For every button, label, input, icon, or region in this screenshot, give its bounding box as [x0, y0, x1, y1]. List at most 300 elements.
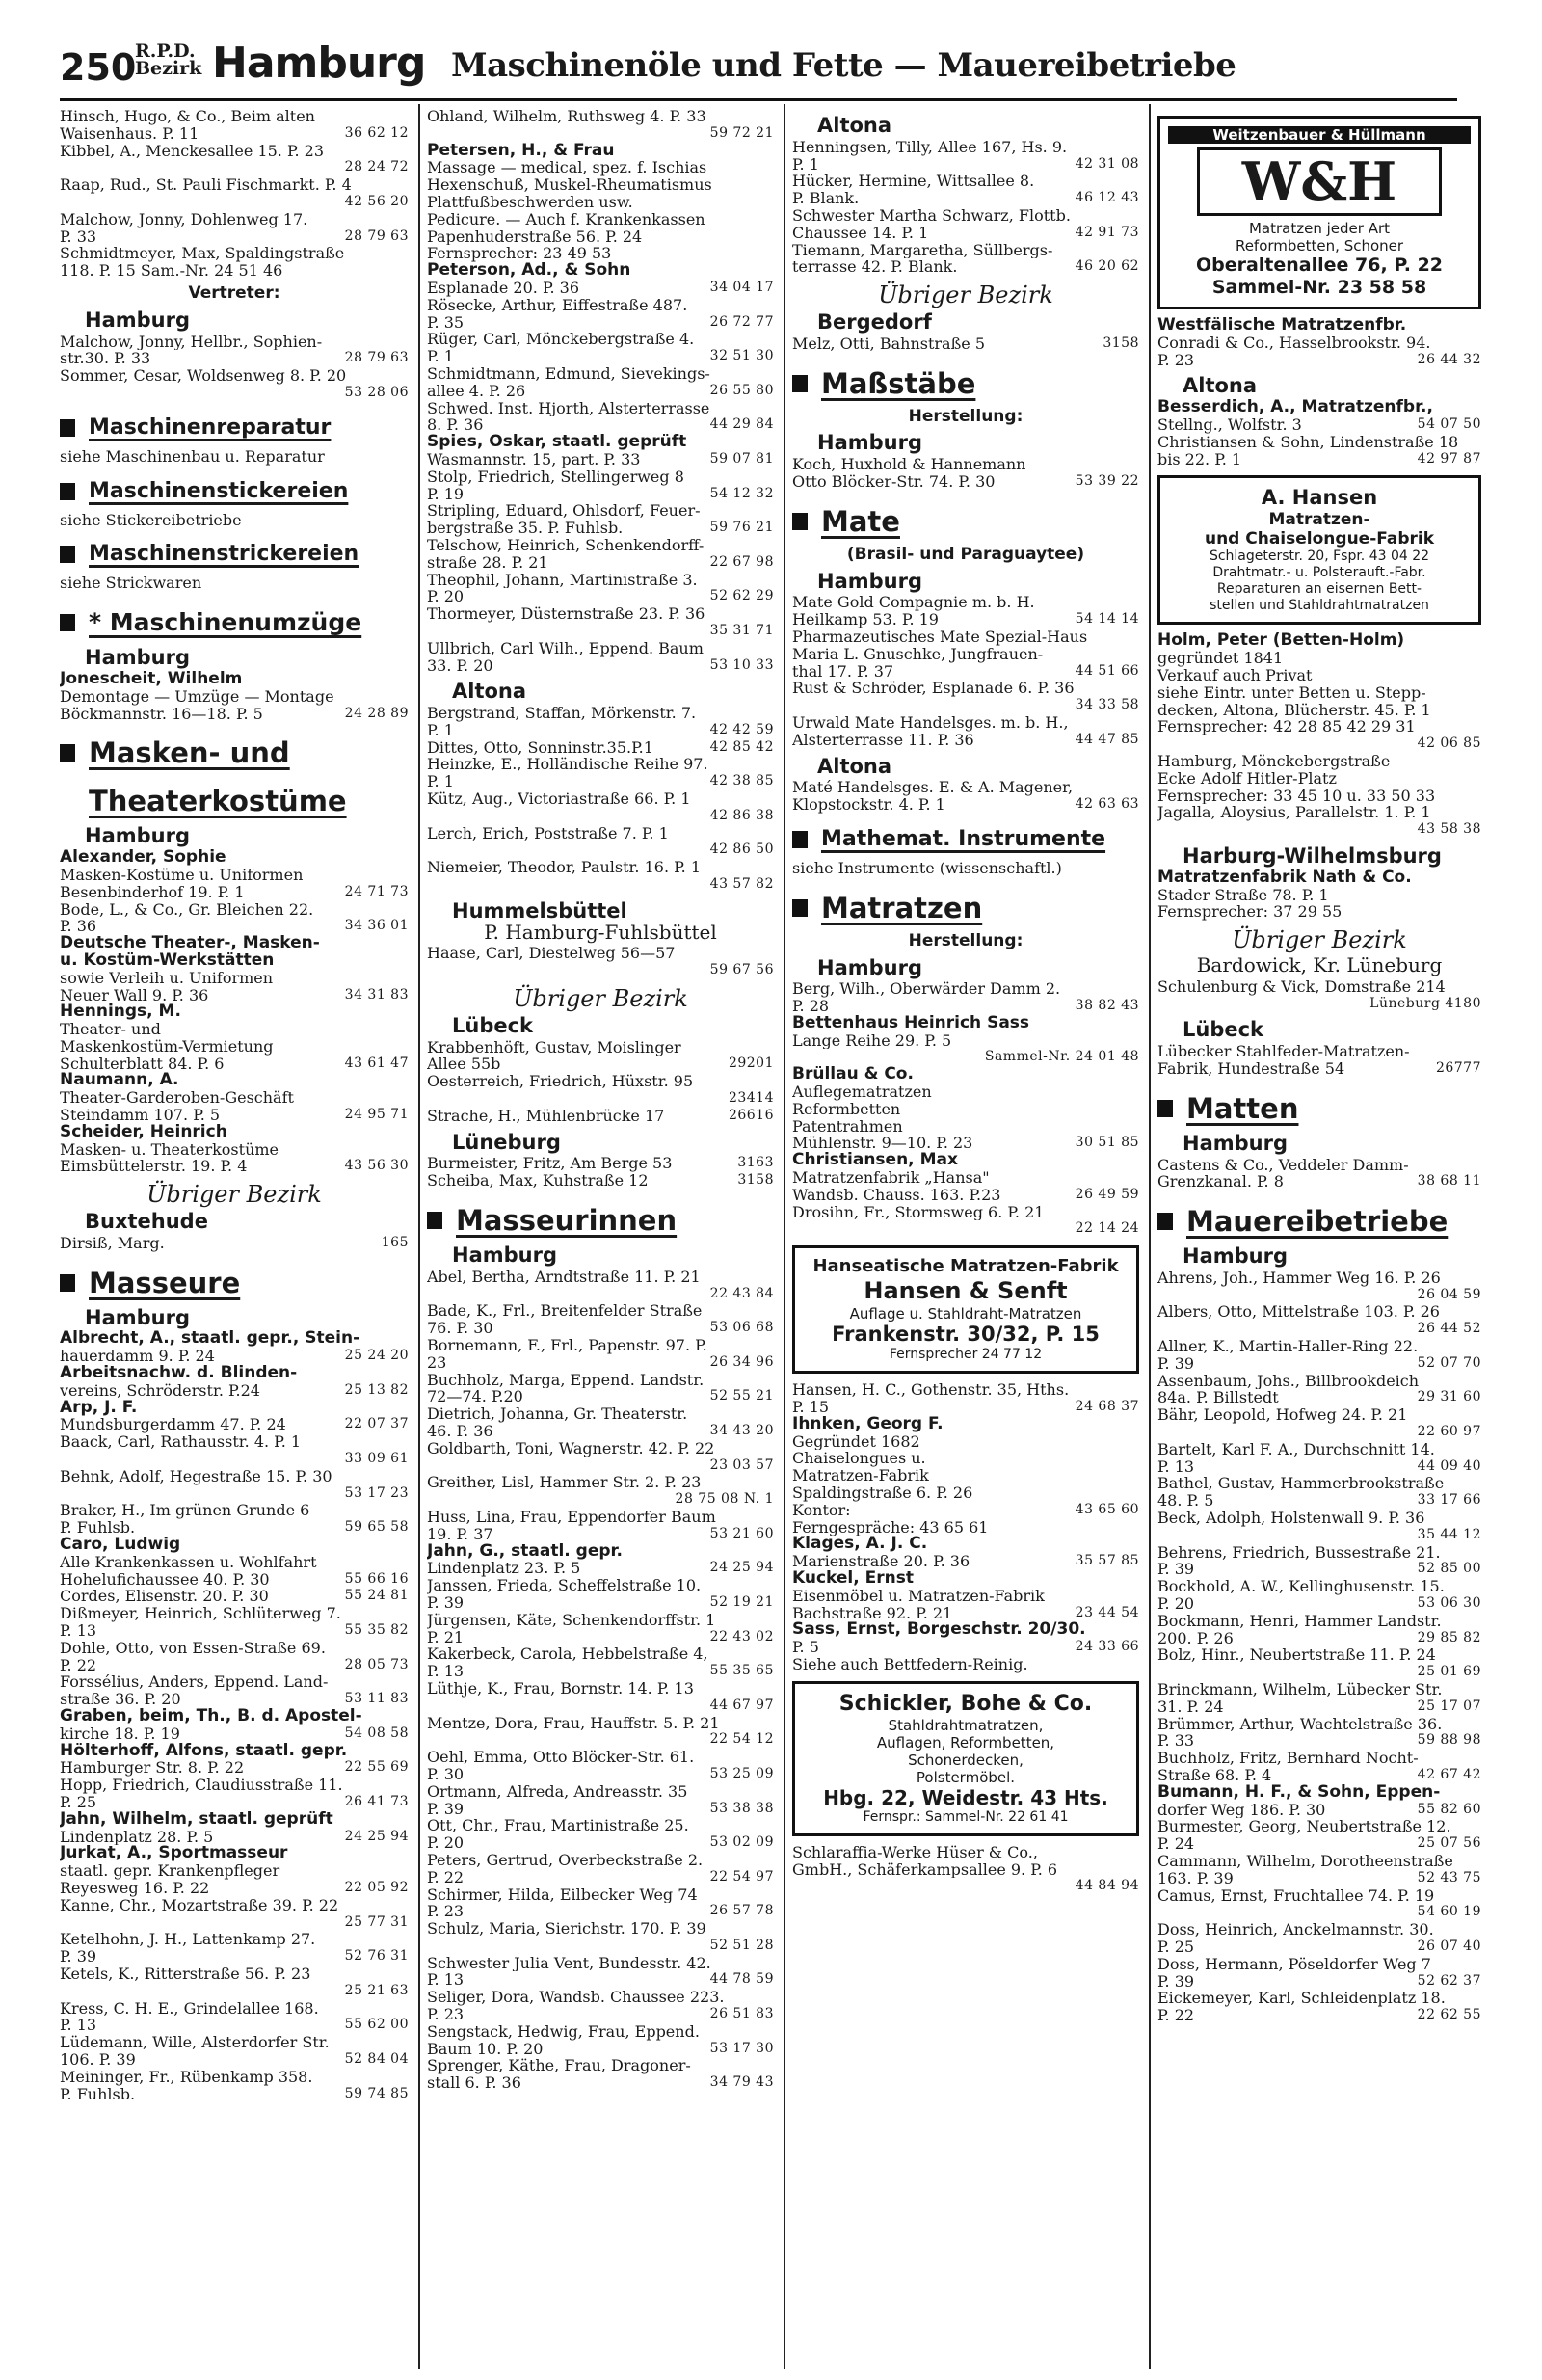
entry-text: Hexenschuß, Muskel-Rheumatismus [427, 176, 712, 194]
entry-line [792, 258, 1139, 276]
ad-line: Frankenstr. 30/32, P. 15 [832, 1323, 1100, 1347]
phone-number: 59 07 81 [709, 450, 774, 467]
entry-text: Conradi & Co., Hasselbrookstr. 94. [1157, 334, 1431, 352]
entry-text: Ortmann, Alfreda, Andreasstr. 35 [427, 1782, 688, 1801]
entry-text: P. 39 [1157, 1972, 1195, 1991]
entry-text: P. 39 [427, 1800, 465, 1818]
entry-text: P. 39 [427, 1593, 465, 1612]
section-heading [60, 605, 409, 640]
city-subheading: Altona [1183, 374, 1258, 398]
entry-line [1157, 770, 1481, 788]
entry-line [427, 1090, 774, 1108]
entry-name: Ihnken, Georg F. [792, 1415, 944, 1433]
entry-text: 8. P. 36 [427, 416, 484, 435]
entry-line [427, 1056, 774, 1073]
entry-text: str.30. P. 33 [60, 350, 151, 368]
phone-number: 52 07 70 [1417, 1354, 1481, 1371]
entry-text: Grenzkanal. P. 8 [1157, 1173, 1284, 1191]
entry-line [792, 1467, 1139, 1484]
entry-name: Jahn, Wilhelm, staatl. geprüft [60, 1810, 333, 1829]
entry-text: Castens & Co., Veddeler Damm- [1157, 1156, 1409, 1174]
entry-line [427, 623, 774, 640]
phone-number: 44 51 66 [1075, 662, 1139, 679]
phone-number: 43 65 60 [1075, 1501, 1139, 1517]
entry-text: decken, Altona, Blücherstr. 45. P. 1 [1157, 701, 1431, 719]
phone-number: 42 86 50 [709, 842, 774, 858]
entry-line [1157, 1853, 1481, 1870]
entry-line [427, 1320, 774, 1337]
entry-text: Schwester Julia Vent, Bundesstr. 42. [427, 1954, 711, 1972]
phone-number: 28 24 72 [344, 159, 409, 175]
entry-line [427, 1731, 774, 1749]
entry-text: P. 1 [792, 155, 819, 174]
entry-text: Raap, Rud., St. Pauli Fischmarkt. P. 4 [60, 176, 352, 194]
section-title: Maschinenreparatur [89, 414, 332, 440]
subheading: Vertreter: [188, 282, 280, 303]
phone-number: 3163 [737, 1155, 774, 1171]
entry-text: Assenbaum, Johs., Billbrookdeich [1157, 1372, 1420, 1390]
entry-name: Scheider, Heinrich [60, 1123, 227, 1141]
entry-line [60, 1622, 409, 1640]
entry-text: Bathel, Gustav, Hammerbrookstraße [1157, 1475, 1445, 1493]
phone-number: 52 51 28 [709, 1937, 774, 1953]
phone-number: 42 31 08 [1075, 155, 1139, 172]
entry-line [60, 1897, 409, 1914]
entry-text: Heinzke, E., Holländische Reihe 97. [427, 756, 708, 774]
entry-text: Buchholz, Marga, Eppend. Landstr. [427, 1371, 705, 1389]
entry-line [427, 2006, 774, 2023]
phone-number: 44 09 40 [1417, 1457, 1481, 1474]
entry-text: P. 20 [1157, 1595, 1195, 1613]
entry-line [1157, 735, 1481, 753]
entry-line [427, 1680, 774, 1698]
entry-line [1157, 1973, 1481, 1991]
ad-line: Reformbetten, Schoner [1235, 237, 1404, 254]
entry-line [792, 732, 1139, 749]
phone-number: 59 74 85 [344, 2085, 409, 2101]
entry-line [60, 1777, 409, 1794]
entry-line [427, 1834, 774, 1852]
entry-text: Eimsbüttelerstr. 19. P. 4 [60, 1158, 248, 1176]
entry-text: Tiemann, Margaretha, Süllbergs- [792, 241, 1053, 259]
phone-number: 26 34 96 [709, 1353, 774, 1370]
entry-line [427, 1457, 774, 1475]
entry-text: Stolp, Friedrich, Stellingerweg 8 [427, 468, 684, 486]
phone-number: 23 03 57 [709, 1457, 774, 1473]
entry-text: Stripling, Eduard, Ohlsdorf, Feuer- [427, 502, 701, 521]
entry-line [60, 1966, 409, 1983]
entry-text: Maskenkostüm-Vermietung [60, 1037, 274, 1056]
entry-line [792, 1656, 1139, 1673]
column-1 [60, 108, 409, 2373]
entry-line [427, 1903, 774, 1920]
entry-line [427, 1269, 774, 1286]
phone-number: 38 68 11 [1417, 1173, 1481, 1190]
entry-line [1157, 1338, 1481, 1355]
entry-text: Haase, Carl, Diestelweg 56—57 [427, 945, 676, 963]
column-3 [792, 108, 1139, 2373]
entry-text: Urwald Mate Handelsges. m. b. H., [792, 713, 1069, 732]
entry-text: Behrens, Friedrich, Bussestraße 21. [1157, 1543, 1441, 1562]
entry-text: Patentrahmen [792, 1117, 903, 1136]
entry-text: Straße 68. P. 4 [1157, 1767, 1272, 1784]
phone-number: 26 07 40 [1417, 1938, 1481, 1954]
entry-text: Brinckmann, Wilhelm, Lübecker Str. [1157, 1681, 1443, 1698]
phone-number: 53 06 68 [709, 1320, 774, 1336]
entry-line [427, 1423, 774, 1440]
phone-number: 42 06 85 [1417, 735, 1481, 752]
entry-line [1157, 702, 1481, 719]
section-title: Theaterkostüme [89, 785, 347, 818]
phone-number: 25 24 20 [344, 1348, 409, 1364]
entry-text: Fernsprecher: 42 28 85 42 29 31 [1157, 718, 1416, 736]
entry-text: Ecke Adolf Hitler-Platz [1157, 769, 1337, 788]
entry-text: Dittes, Otto, Sonninstr.35.P.1 [427, 738, 653, 757]
phone-number: 26 41 73 [344, 1793, 409, 1809]
entry-line [1157, 1389, 1481, 1406]
entry-text: Theophil, Johann, Martinistraße 3. [427, 571, 698, 589]
entry-text: Lübecker Stahlfeder-Matratzen- [1157, 1043, 1410, 1060]
entry-text: straße 36. P. 20 [60, 1691, 181, 1708]
entry-line [427, 125, 774, 143]
entry-line [792, 1101, 1139, 1118]
entry-text: Heilkamp 53. P. 19 [792, 611, 939, 628]
entry-text: Eickemeyer, Karl, Schleidenplatz 18. [1157, 1990, 1446, 2008]
phone-number: 46 20 62 [1075, 258, 1139, 275]
entry-line [792, 796, 1139, 814]
entry-line [1157, 804, 1481, 821]
ad-line: Auflage u. Stahldraht-Matratzen [849, 1305, 1082, 1324]
entry-text: Ferngespräche: 43 65 61 [792, 1518, 989, 1537]
phone-number: 22 05 92 [344, 1879, 409, 1895]
entry-text: Rust & Schröder, Esplanade 6. P. 36 [792, 680, 1075, 698]
entry-text: P. 15 [792, 1399, 830, 1416]
entry-line [792, 1553, 1139, 1570]
entry-text: siehe Stickereibetriebe [60, 511, 242, 529]
entry-line [1157, 1303, 1481, 1321]
entry-text: Huss, Lina, Frau, Eppendorfer Baum [427, 1508, 716, 1526]
entry-line [60, 2051, 409, 2069]
entry-name: Kuckel, Ernst [792, 1570, 914, 1588]
entry-line [1157, 1767, 1481, 1784]
entry-line [60, 143, 409, 160]
entry-text: kirche 18. P. 19 [60, 1725, 180, 1743]
entry-line [427, 1989, 774, 2006]
phone-number: Lüneburg 4180 [1369, 995, 1481, 1011]
entry-text: Hohelufichaussee 40. P. 30 [60, 1570, 270, 1589]
entry-line [792, 1878, 1139, 1895]
entry-name: Arbeitsnachw. d. Blinden- [60, 1365, 298, 1382]
phone-number: 35 57 85 [1075, 1553, 1139, 1569]
entry-line [60, 2086, 409, 2103]
entry-line [60, 2069, 409, 2086]
entry-text: stall 6. P. 36 [427, 2074, 521, 2093]
entry-text: Mühlenstr. 9—10. P. 23 [792, 1135, 973, 1153]
phone-number: 54 12 32 [709, 485, 774, 501]
city-subheading: Hamburg [452, 1243, 557, 1268]
section-title: Mate [821, 504, 900, 538]
entry-line [427, 1039, 774, 1056]
entry-text: Peters, Gertrud, Overbeckstraße 2. [427, 1851, 704, 1869]
entry-text: Theater-Garderoben-Geschäft [60, 1089, 294, 1108]
column-divider-3 [1149, 104, 1151, 2369]
entry-line [792, 1049, 1139, 1066]
entry-text: Maria L. Gnuschke, Jungfrauen- [792, 645, 1044, 663]
entry-line [792, 242, 1139, 259]
entry-text: 19. P. 37 [427, 1525, 493, 1543]
entry-text: Camus, Ernst, Fruchtallee 74. P. 19 [1157, 1886, 1435, 1905]
advertisement-schickler [792, 1681, 1139, 1836]
section-title: Maßstäbe [821, 366, 976, 400]
entry-line [427, 2041, 774, 2058]
phone-number: 55 35 65 [709, 1663, 774, 1679]
entry-text: Rösecke, Arthur, Eiffestraße 487. [427, 296, 688, 314]
phone-number: 53 17 23 [344, 1484, 409, 1501]
city-subheading: Hamburg [817, 431, 922, 455]
entry-line [792, 156, 1139, 174]
phone-number: 43 57 82 [709, 876, 774, 893]
entry-line [1157, 1424, 1481, 1441]
city-subheading: Lübeck [1183, 1018, 1264, 1042]
entry-text: Eisenmöbel u. Matratzen-Fabrik [792, 1587, 1045, 1605]
phone-number: 22 43 84 [709, 1285, 774, 1301]
entry-text: P. 13 [60, 2017, 97, 2035]
entry-line [1157, 1060, 1481, 1078]
ad-line: Fernsprecher 24 77 12 [889, 1347, 1043, 1363]
phone-number: 52 19 21 [709, 1593, 774, 1610]
entry-text: Maté Handelsges. E. & A. Magener, [792, 779, 1074, 797]
entry-line [427, 1645, 774, 1663]
entry-text: P. 33 [60, 227, 97, 246]
entry-line [792, 663, 1139, 681]
entry-text: P. 36 [60, 918, 97, 936]
entry-text: Schirmer, Hilda, Eilbecker Weg 74 [427, 1885, 698, 1904]
entry-line [792, 1381, 1139, 1399]
section-heading [1157, 1091, 1481, 1126]
ad-line: Polstermöbel. [916, 1768, 1016, 1786]
entry-text: Burmeister, Fritz, Am Berge 53 [427, 1155, 673, 1173]
entry-line [792, 1220, 1139, 1238]
entry-text: Matratzenfabrik „Hansa" [792, 1169, 990, 1187]
phone-number: 54 14 14 [1075, 611, 1139, 628]
section-title: Masken- und [89, 736, 290, 770]
phone-number: 24 25 94 [709, 1560, 774, 1576]
entry-text: Oehl, Emma, Otto Blöcker-Str. 61. [427, 1749, 695, 1766]
entry-text: Otto Blöcker-Str. 74. P. 30 [792, 472, 996, 491]
section-title: Matten [1186, 1091, 1299, 1125]
entry-line [792, 1450, 1139, 1467]
entry-text: Stader Straße 78. P. 1 [1157, 886, 1329, 904]
entry-line [792, 173, 1139, 190]
city-subheading: Lübeck [452, 1013, 534, 1037]
entry-name: Hennings, M. [60, 1003, 181, 1022]
entry-line [427, 451, 774, 468]
ad-line: Auflagen, Reformbetten, [876, 1733, 1055, 1752]
entry-text: Sprenger, Käthe, Frau, Dragoner- [427, 2057, 691, 2075]
entry-text: Christiansen & Sohn, Lindenstraße 18 [1157, 433, 1459, 451]
entry-text: P. 23 [1157, 351, 1195, 369]
entry-line [60, 1235, 409, 1252]
phone-number: 46 12 43 [1075, 190, 1139, 206]
entry-text: Ahrens, Joh., Hammer Weg 16. P. 26 [1157, 1269, 1441, 1287]
phone-number: 22 67 98 [709, 553, 774, 570]
entry-name: Alexander, Sophie [60, 849, 226, 867]
city-subheading: Altona [817, 754, 892, 778]
entry-text: straße 28. P. 21 [427, 553, 548, 572]
entry-line [60, 108, 409, 125]
entry-line [427, 520, 774, 537]
entry-text: Brümmer, Arthur, Wachtelstraße 36. [1157, 1715, 1443, 1733]
city-subheading: Hamburg [85, 824, 190, 848]
entry-line [427, 722, 774, 739]
entry-line [792, 1519, 1139, 1537]
entry-line [427, 108, 774, 125]
entry-name: Bettenhaus Heinrich Sass [792, 1014, 1030, 1032]
entry-line [792, 207, 1139, 225]
section-title: Mathemat. Instrumente [821, 826, 1106, 851]
entry-line [60, 1056, 409, 1073]
entry-line [1157, 821, 1481, 839]
entry-line [427, 245, 774, 262]
entry-line [1157, 978, 1481, 996]
section-heading [792, 891, 1139, 925]
entry-text: Verkauf auch Privat [1157, 666, 1313, 684]
entry-line [60, 706, 409, 723]
entry-line [60, 1588, 409, 1605]
entry-name: Brüllau & Co. [792, 1066, 914, 1084]
section-heading [792, 827, 1139, 852]
entry-line [427, 468, 774, 486]
entry-line [1157, 753, 1481, 770]
phone-number: 26777 [1435, 1059, 1481, 1076]
entry-line [60, 1021, 409, 1038]
entry-text: Krabbenhöft, Gustav, Moislinger [427, 1038, 681, 1056]
phone-number: 53 25 09 [709, 1765, 774, 1781]
phone-number: 28 05 73 [344, 1656, 409, 1672]
entry-line [60, 1382, 409, 1400]
entry-text: Lindenplatz 28. P. 5 [60, 1828, 214, 1846]
entry-line [792, 1502, 1139, 1519]
entry-line [60, 1038, 409, 1056]
entry-text: Henningsen, Tilly, Allee 167, Hs. 9. [792, 138, 1068, 156]
entry-text: Kanne, Chr., Mozartstraße 39. P. 22 [60, 1896, 339, 1914]
entry-name: Deutsche Theater-, Masken- [60, 935, 320, 952]
section-title: Matratzen [821, 891, 983, 924]
entry-text: Telschow, Heinrich, Schenkendorff- [427, 536, 705, 554]
entry-line [427, 640, 774, 657]
entry-text: siehe Maschinenbau u. Reparatur [60, 447, 325, 466]
ad-line: Reparaturen an eisernen Bett- [1216, 581, 1422, 598]
ad-line: Matratzen jeder Art [1248, 220, 1391, 237]
entry-line [60, 367, 409, 385]
entry-line [60, 1554, 409, 1571]
entry-text: Baack, Carl, Rathausstr. 4. P. 1 [60, 1433, 302, 1452]
phone-number: 29 85 82 [1417, 1629, 1481, 1645]
phone-number: 55 82 60 [1417, 1801, 1481, 1817]
advertisement-hansen_a [1157, 475, 1481, 625]
entry-line [1157, 1990, 1481, 2007]
phone-number: 34 43 20 [709, 1422, 774, 1438]
phone-number: 26 72 77 [709, 313, 774, 330]
entry-line [60, 1416, 409, 1433]
entry-text: P. 1 [427, 721, 454, 739]
entry-text: Cammann, Wilhelm, Dorotheenstraße [1157, 1852, 1453, 1870]
section-heading [60, 784, 409, 818]
phone-number: 53 39 22 [1075, 472, 1139, 489]
entry-text: Braker, H., Im grünen Grunde 6 [60, 1502, 310, 1520]
entry-line [1157, 1458, 1481, 1476]
entry-text: Schulz, Maria, Sierichstr. 170. P. 39 [427, 1920, 706, 1938]
phone-number: 34 33 58 [1075, 697, 1139, 713]
column-4 [1157, 108, 1481, 2373]
entry-text: Bockhold, A. W., Kellinghusenstr. 15. [1157, 1578, 1445, 1596]
entry-text: gegründet 1841 [1157, 650, 1284, 667]
bullet-square-icon [60, 483, 75, 500]
entry-text: Besenbinderhof 19. P. 1 [60, 883, 245, 901]
ad-line: Drahtmatr.- u. Polsterauft.-Fabr. [1212, 565, 1426, 581]
section-heading [1157, 1204, 1481, 1239]
phone-number: 24 95 71 [344, 1107, 409, 1123]
phone-number: 52 43 75 [1417, 1869, 1481, 1885]
entry-text: Schulenburg & Vick, Domstraße 214 [1157, 977, 1446, 996]
entry-line [427, 842, 774, 859]
entry-text: Rüger, Carl, Mönckebergstraße 4. [427, 331, 695, 349]
entry-name: Matratzenfabrik Nath & Co. [1157, 869, 1412, 887]
entry-text: Berg, Wilh., Oberwärder Damm 2. [792, 980, 1061, 999]
entry-line [1157, 1956, 1481, 1973]
entry-line [792, 473, 1139, 491]
phone-number: 22 14 24 [1075, 1220, 1139, 1237]
entry-text: P. Blank. [792, 190, 860, 207]
phone-number: 35 44 12 [1417, 1526, 1481, 1542]
entry-line [427, 502, 774, 520]
phone-number: 53 21 60 [709, 1525, 774, 1541]
phone-number: 54 08 58 [344, 1725, 409, 1741]
entry-text: dorfer Weg 186. P. 30 [1157, 1801, 1326, 1819]
entry-text: P. 5 [792, 1639, 819, 1656]
entry-line [60, 448, 409, 466]
entry-text: Gegründet 1682 [792, 1432, 920, 1451]
entry-line [792, 1135, 1139, 1152]
entry-line [427, 1971, 774, 1989]
entry-line [427, 537, 774, 554]
entry-line [427, 314, 774, 332]
entry-line [1157, 1732, 1481, 1750]
phone-number: 53 10 33 [709, 656, 774, 673]
phone-number: 53 11 83 [344, 1691, 409, 1707]
entry-line [60, 918, 409, 935]
bullet-square-icon [427, 1212, 442, 1229]
entry-text: P. 22 [1157, 2007, 1195, 2024]
entry-text: Matratzen-Fabrik [792, 1467, 929, 1485]
column-divider-1 [418, 104, 420, 2369]
entry-line [1157, 1921, 1481, 1939]
entry-line [427, 1886, 774, 1904]
entry-text: allee 4. P. 26 [427, 382, 526, 400]
entry-text: Fernsprecher: 23 49 53 [427, 245, 612, 263]
entry-line [427, 554, 774, 572]
entry-text: Böckmannstr. 16—18. P. 5 [60, 705, 263, 723]
entry-text: Allner, K., Martin-Haller-Ring 22. [1157, 1338, 1419, 1355]
entry-line [427, 945, 774, 962]
entry-line [60, 575, 409, 592]
phone-number: 26 44 52 [1417, 1321, 1481, 1337]
phone-number: 54 60 19 [1417, 1904, 1481, 1920]
entry-text: Drosihn, Fr., Stormsweg 6. P. 21 [792, 1203, 1045, 1221]
entry-text: P. 13 [60, 1622, 97, 1640]
entry-line [1157, 1802, 1481, 1819]
entry-text: Albers, Otto, Mittelstraße 103. P. 26 [1157, 1303, 1440, 1322]
